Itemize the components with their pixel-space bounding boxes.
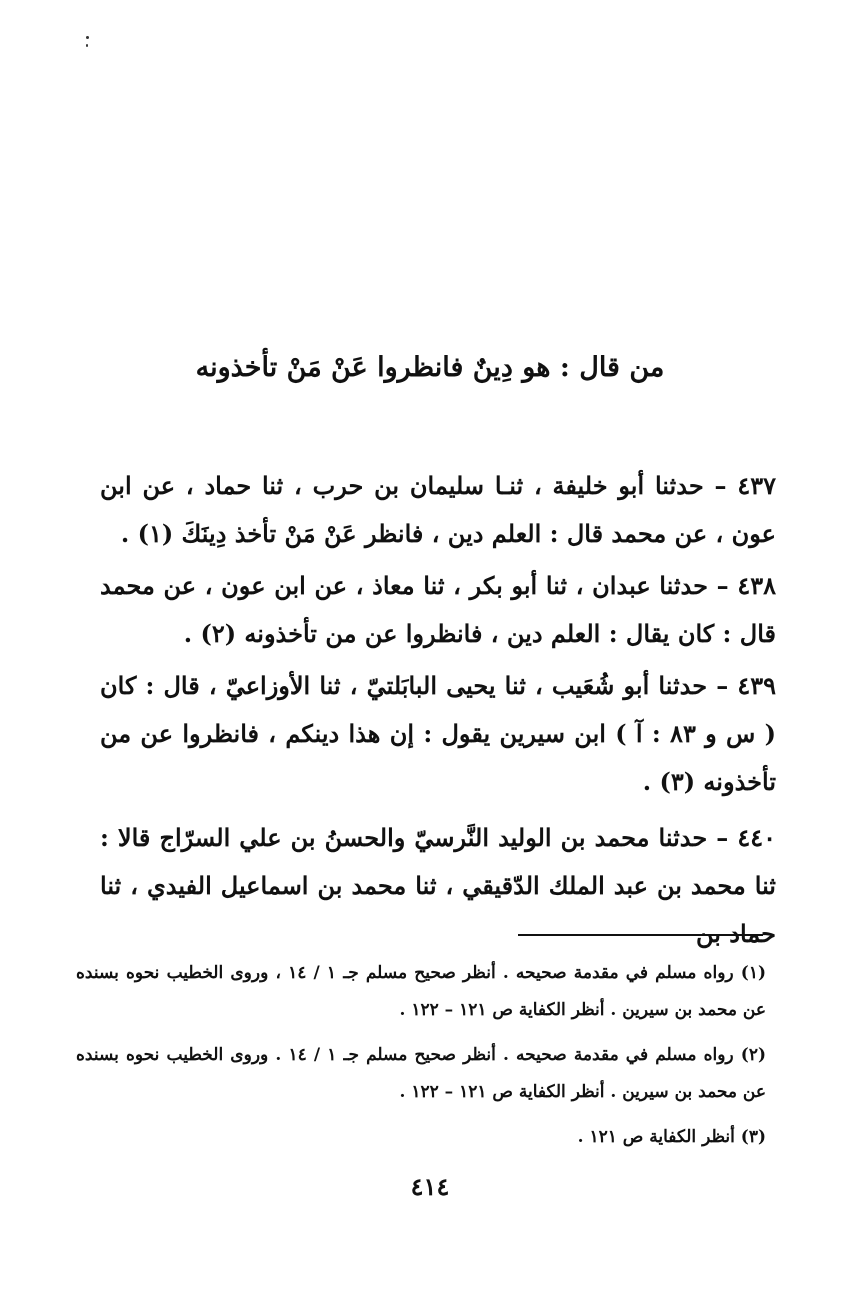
hadith-paragraph-440: ٤٤٠ – حدثنا محمد بن الوليد النَّرسيّ والحسنُ بن علي السرّاج قالا : ثنا محمد بن عبد الملك الدّقيقي ، ثنا محمد بن اسماعيل الفيدي ، ثنا حماد بن — [100, 823, 776, 948]
main-text — [100, 462, 776, 962]
section-title: من قال : هو دِينٌ فانظروا عَنْ مَنْ تأخذونه — [195, 352, 665, 383]
hadith-paragraph-437: ٤٣٧ – حدثنا أبو خليفة ، ثنـا سليمان بن حرب ، ثنا حماد ، عن ابن عون ، عن محمد قال : العلم دين ، فانظر عَنْ مَنْ تأخذ دِينَكَ (١) . — [100, 471, 776, 548]
hadith-paragraph-439: ٤٣٩ – حدثنا أبو شُعَيب ، ثنا يحيى البابَلتيّ ، ثنا الأوزاعيّ ، قال : كان ( س و ٨٣ : آ ) ابن سيرين يقول : إن هذا دينكم ، فانظروا عن من تأخذونه (٣) . — [100, 671, 776, 796]
scan-speck — [86, 44, 88, 47]
footnote-separator — [518, 934, 763, 936]
footnote-3: (٣) أنظر الكفاية ص ١٢١ . — [577, 1127, 766, 1147]
scan-speck — [86, 36, 89, 39]
hadith-paragraph-438: ٤٣٨ – حدثنا عبدان ، ثنا أبو بكر ، ثنا معاذ ، عن ابن عون ، عن محمد قال : كان يقال : العلم دين ، فانظروا عن من تأخذونه (٢) . — [100, 571, 776, 648]
page-number: ٤١٤ — [410, 1172, 450, 1201]
footnote-2: (٢) رواه مسلم في مقدمة صحيحه . أنظر صحيح مسلم جـ ١ / ١٤ . وروى الخطيب نحوه بسنده عن محمد بن سيرين . أنظر الكفاية ص ١٢١ – ١٢٢ . — [76, 1045, 767, 1102]
footnotes — [76, 955, 766, 1164]
footnote-1: (١) رواه مسلم في مقدمة صحيحه . أنظر صحيح مسلم جـ ١ / ١٤ ، وروى الخطيب نحوه بسنده عن محمد بن سيرين . أنظر الكفاية ص ١٢١ – ١٢٢ . — [76, 963, 766, 1020]
